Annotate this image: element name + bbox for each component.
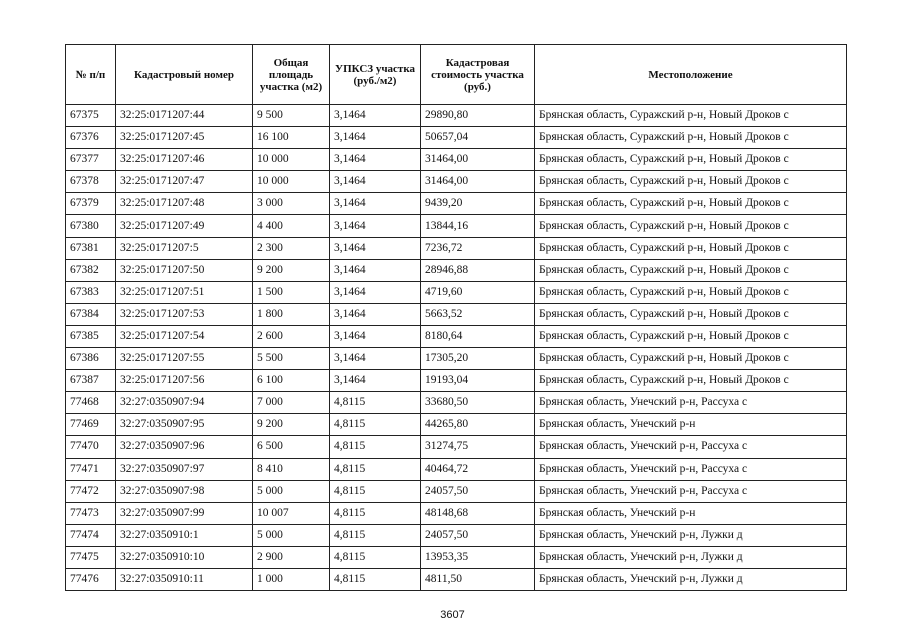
cell-cadastral-value: 44265,80 — [421, 414, 535, 436]
table-row — [66, 524, 847, 546]
cell-number: 67379 — [66, 193, 116, 215]
cell-cadastral-number: 32:27:0350910:10 — [116, 546, 253, 568]
cell-cadastral-value: 4719,60 — [421, 281, 535, 303]
table-row — [66, 237, 847, 259]
cell-upksz: 3,1464 — [330, 171, 421, 193]
cell-cadastral-number: 32:27:0350907:99 — [116, 502, 253, 524]
cell-cadastral-number: 32:25:0171207:56 — [116, 370, 253, 392]
cell-number: 67375 — [66, 105, 116, 127]
cell-number: 77475 — [66, 546, 116, 568]
cell-cadastral-number: 32:25:0171207:47 — [116, 171, 253, 193]
cell-location: Брянская область, Суражский р-н, Новый Дроков с — [535, 303, 847, 325]
cell-cadastral-number: 32:25:0171207:53 — [116, 303, 253, 325]
cell-location: Брянская область, Суражский р-н, Новый Дроков с — [535, 325, 847, 347]
cell-cadastral-number: 32:27:0350907:98 — [116, 480, 253, 502]
cell-cadastral-number: 32:27:0350907:96 — [116, 436, 253, 458]
cell-upksz: 3,1464 — [330, 105, 421, 127]
cell-number: 67377 — [66, 149, 116, 171]
cell-location: Брянская область, Унечский р-н, Лужки д — [535, 568, 847, 590]
cell-number: 77471 — [66, 458, 116, 480]
header-location: Местоположение — [535, 45, 847, 105]
cell-cadastral-number: 32:25:0171207:50 — [116, 259, 253, 281]
cell-cadastral-value: 31464,00 — [421, 149, 535, 171]
cell-location: Брянская область, Унечский р-н, Рассуха с — [535, 480, 847, 502]
cell-number: 77469 — [66, 414, 116, 436]
cell-upksz: 4,8115 — [330, 502, 421, 524]
cell-location: Брянская область, Унечский р-н, Рассуха с — [535, 458, 847, 480]
cell-location: Брянская область, Унечский р-н, Рассуха с — [535, 392, 847, 414]
header-number: № п/п — [66, 45, 116, 105]
cell-number: 77474 — [66, 524, 116, 546]
header-area: Общая площадь участка (м2) — [253, 45, 330, 105]
cell-upksz: 3,1464 — [330, 215, 421, 237]
cell-cadastral-value: 13953,35 — [421, 546, 535, 568]
cell-cadastral-value: 31274,75 — [421, 436, 535, 458]
cell-number: 67384 — [66, 303, 116, 325]
table-row — [66, 127, 847, 149]
cell-cadastral-value: 9439,20 — [421, 193, 535, 215]
cell-location: Брянская область, Унечский р-н — [535, 414, 847, 436]
cell-upksz: 4,8115 — [330, 458, 421, 480]
cell-area: 1 000 — [253, 568, 330, 590]
cell-area: 10 007 — [253, 502, 330, 524]
table-row — [66, 370, 847, 392]
cell-cadastral-value: 5663,52 — [421, 303, 535, 325]
cell-location: Брянская область, Суражский р-н, Новый Дроков с — [535, 171, 847, 193]
cell-area: 5 500 — [253, 348, 330, 370]
table-row — [66, 436, 847, 458]
cell-location: Брянская область, Суражский р-н, Новый Дроков с — [535, 281, 847, 303]
cell-area: 16 100 — [253, 127, 330, 149]
cell-upksz: 3,1464 — [330, 303, 421, 325]
cell-cadastral-number: 32:25:0171207:44 — [116, 105, 253, 127]
cell-area: 1 800 — [253, 303, 330, 325]
table-row — [66, 348, 847, 370]
cell-area: 9 500 — [253, 105, 330, 127]
cell-number: 77468 — [66, 392, 116, 414]
table-row — [66, 193, 847, 215]
cell-cadastral-value: 7236,72 — [421, 237, 535, 259]
cell-location: Брянская область, Суражский р-н, Новый Дроков с — [535, 259, 847, 281]
cell-area: 10 000 — [253, 171, 330, 193]
cell-area: 2 900 — [253, 546, 330, 568]
cell-upksz: 4,8115 — [330, 568, 421, 590]
table-row — [66, 568, 847, 590]
cell-cadastral-number: 32:25:0171207:51 — [116, 281, 253, 303]
cell-cadastral-value: 31464,00 — [421, 171, 535, 193]
cell-upksz: 4,8115 — [330, 414, 421, 436]
cell-number: 67382 — [66, 259, 116, 281]
cell-upksz: 4,8115 — [330, 524, 421, 546]
cell-area: 2 600 — [253, 325, 330, 347]
cell-area: 3 000 — [253, 193, 330, 215]
cell-cadastral-value: 40464,72 — [421, 458, 535, 480]
table-row — [66, 458, 847, 480]
cell-cadastral-number: 32:27:0350910:11 — [116, 568, 253, 590]
cell-area: 5 000 — [253, 480, 330, 502]
cell-cadastral-value: 29890,80 — [421, 105, 535, 127]
cell-area: 8 410 — [253, 458, 330, 480]
cell-location: Брянская область, Унечский р-н, Рассуха с — [535, 436, 847, 458]
cell-area: 6 500 — [253, 436, 330, 458]
cell-cadastral-number: 32:27:0350910:1 — [116, 524, 253, 546]
table-row — [66, 171, 847, 193]
cell-location: Брянская область, Суражский р-н, Новый Дроков с — [535, 237, 847, 259]
cell-location: Брянская область, Суражский р-н, Новый Дроков с — [535, 127, 847, 149]
cell-area: 4 400 — [253, 215, 330, 237]
cell-upksz: 4,8115 — [330, 436, 421, 458]
cell-cadastral-value: 24057,50 — [421, 524, 535, 546]
cell-cadastral-number: 32:25:0171207:55 — [116, 348, 253, 370]
table-row — [66, 502, 847, 524]
cell-number: 67378 — [66, 171, 116, 193]
cell-cadastral-value: 4811,50 — [421, 568, 535, 590]
cell-cadastral-value: 24057,50 — [421, 480, 535, 502]
cell-area: 7 000 — [253, 392, 330, 414]
cell-cadastral-number: 32:25:0171207:45 — [116, 127, 253, 149]
table-header — [66, 45, 847, 105]
cell-cadastral-value: 13844,16 — [421, 215, 535, 237]
cell-area: 2 300 — [253, 237, 330, 259]
cell-number: 77472 — [66, 480, 116, 502]
cell-cadastral-number: 32:27:0350907:95 — [116, 414, 253, 436]
cell-number: 67385 — [66, 325, 116, 347]
cell-number: 77473 — [66, 502, 116, 524]
cell-area: 6 100 — [253, 370, 330, 392]
cell-upksz: 3,1464 — [330, 325, 421, 347]
table-row — [66, 414, 847, 436]
cell-number: 67381 — [66, 237, 116, 259]
cell-cadastral-number: 32:27:0350907:97 — [116, 458, 253, 480]
cell-upksz: 3,1464 — [330, 149, 421, 171]
table-body — [66, 105, 847, 591]
cell-number: 67386 — [66, 348, 116, 370]
cell-location: Брянская область, Суражский р-н, Новый Дроков с — [535, 215, 847, 237]
cell-cadastral-number: 32:25:0171207:54 — [116, 325, 253, 347]
cell-number: 77476 — [66, 568, 116, 590]
cell-number: 77470 — [66, 436, 116, 458]
cell-cadastral-value: 50657,04 — [421, 127, 535, 149]
cell-cadastral-value: 48148,68 — [421, 502, 535, 524]
header-cadastral-value: Кадастровая стоимость участка (руб.) — [421, 45, 535, 105]
table-row — [66, 259, 847, 281]
table-row — [66, 105, 847, 127]
table-row — [66, 215, 847, 237]
cell-location: Брянская область, Суражский р-н, Новый Дроков с — [535, 370, 847, 392]
cell-number: 67380 — [66, 215, 116, 237]
cell-cadastral-number: 32:25:0171207:49 — [116, 215, 253, 237]
cell-cadastral-value: 17305,20 — [421, 348, 535, 370]
cell-upksz: 4,8115 — [330, 392, 421, 414]
cell-upksz: 3,1464 — [330, 127, 421, 149]
cell-cadastral-number: 32:25:0171207:46 — [116, 149, 253, 171]
cell-number: 67383 — [66, 281, 116, 303]
cell-upksz: 4,8115 — [330, 546, 421, 568]
cell-location: Брянская область, Унечский р-н — [535, 502, 847, 524]
cell-upksz: 4,8115 — [330, 480, 421, 502]
table-row — [66, 480, 847, 502]
cell-cadastral-value: 33680,50 — [421, 392, 535, 414]
table-row — [66, 325, 847, 347]
cell-cadastral-number: 32:25:0171207:5 — [116, 237, 253, 259]
cell-cadastral-number: 32:25:0171207:48 — [116, 193, 253, 215]
header-cadastral-number: Кадастровый номер — [116, 45, 253, 105]
cell-location: Брянская область, Суражский р-н, Новый Дроков с — [535, 149, 847, 171]
cell-cadastral-number: 32:27:0350907:94 — [116, 392, 253, 414]
cell-cadastral-value: 28946,88 — [421, 259, 535, 281]
header-row — [66, 45, 847, 105]
cell-area: 9 200 — [253, 259, 330, 281]
cell-cadastral-value: 19193,04 — [421, 370, 535, 392]
cell-location: Брянская область, Суражский р-н, Новый Дроков с — [535, 193, 847, 215]
table-row — [66, 149, 847, 171]
table-row — [66, 281, 847, 303]
cell-location: Брянская область, Унечский р-н, Лужки д — [535, 524, 847, 546]
cell-upksz: 3,1464 — [330, 370, 421, 392]
cell-upksz: 3,1464 — [330, 348, 421, 370]
cell-location: Брянская область, Суражский р-н, Новый Дроков с — [535, 105, 847, 127]
cell-area: 1 500 — [253, 281, 330, 303]
cell-area: 9 200 — [253, 414, 330, 436]
cell-upksz: 3,1464 — [330, 193, 421, 215]
cell-cadastral-value: 8180,64 — [421, 325, 535, 347]
cell-upksz: 3,1464 — [330, 281, 421, 303]
cell-number: 67387 — [66, 370, 116, 392]
page-number: 3607 — [440, 609, 465, 621]
table-row — [66, 392, 847, 414]
table-row — [66, 546, 847, 568]
table-row — [66, 303, 847, 325]
cell-area: 5 000 — [253, 524, 330, 546]
cell-location: Брянская область, Унечский р-н, Лужки д — [535, 546, 847, 568]
cell-upksz: 3,1464 — [330, 237, 421, 259]
header-upksz: УПКСЗ участка (руб./м2) — [330, 45, 421, 105]
cell-location: Брянская область, Суражский р-н, Новый Дроков с — [535, 348, 847, 370]
cadastral-table — [65, 44, 847, 591]
cell-upksz: 3,1464 — [330, 259, 421, 281]
cell-area: 10 000 — [253, 149, 330, 171]
cell-number: 67376 — [66, 127, 116, 149]
